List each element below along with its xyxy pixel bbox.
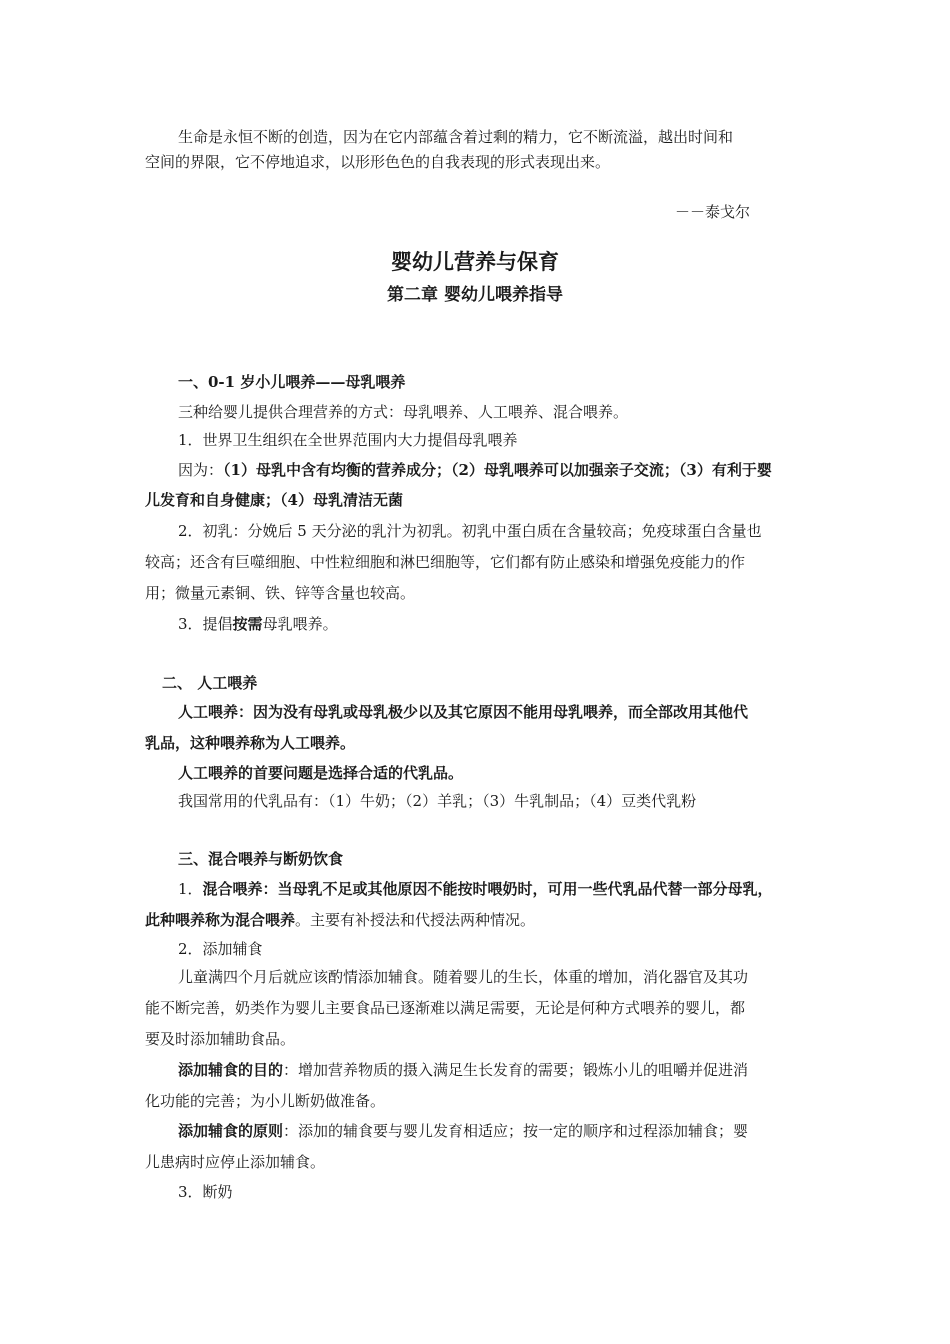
- purpose-line-1: [178, 1060, 810, 1080]
- principle-line-1: [178, 1121, 810, 1141]
- mixed-line-2: [145, 910, 810, 930]
- section-3-item-3: 3．断奶: [178, 1183, 233, 1201]
- section-3-heading: 三、混合喂养与断奶饮食: [178, 850, 344, 868]
- complementary-line-3: 要及时添加辅助食品。: [145, 1030, 296, 1048]
- epigraph-line-2: 空间的界限，它不停地追求，以形形色色的自我表现的形式表现出来。: [145, 153, 611, 171]
- section-1-heading: 一、0-1 岁小儿喂养——母乳喂养: [178, 373, 406, 391]
- mixed-line-1: [178, 879, 810, 899]
- section-2-heading: 二、 人工喂养: [162, 674, 258, 692]
- item-3-suffix: 母乳喂养。: [262, 615, 338, 633]
- because-line-1: [178, 460, 810, 480]
- section-1-item-3: [178, 614, 810, 634]
- mixed-definition: 混合喂养：当母乳不足或其他原因不能按时喂奶时，可用一些代乳品代替一部分母乳，: [202, 880, 773, 898]
- substitutes-list: 我国常用的代乳品有：（1）牛奶；（2）羊乳；（3）牛乳制品；（4）豆类代乳粉: [178, 792, 697, 810]
- artificial-def-line-1: 人工喂养：因为没有母乳或母乳极少以及其它原因不能用母乳喂养，而全部改用其他代: [178, 703, 749, 721]
- section-3-item-2: 2．添加辅食: [178, 940, 263, 958]
- purpose-text: ：增加营养物质的摄入满足生长发育的需要；锻炼小儿的咀嚼并促进消: [283, 1061, 749, 1079]
- because-prefix: 因为：: [178, 461, 224, 479]
- mixed-number: 1．: [178, 880, 203, 898]
- item-3-emphasis: 按需: [232, 615, 263, 633]
- artificial-key-point: 人工喂养的首要问题是选择合适的代乳品。: [178, 764, 464, 782]
- because-line-2: 儿发育和自身健康；（4）母乳清洁无菌: [145, 491, 403, 509]
- colostrum-line-1: 2．初乳：分娩后 5 天分泌的乳汁为初乳。初乳中蛋白质在含量较高；免疫球蛋白含量也: [178, 522, 762, 540]
- complementary-line-1: 儿童满四个月后就应该酌情添加辅食。随着婴儿的生长，体重的增加，消化器官及其功: [178, 968, 749, 986]
- because-reasons-1: （1）母乳中含有均衡的营养成分；（2）母乳喂养可以加强亲子交流；（3）有利于婴: [223, 461, 772, 479]
- mixed-definition-end: 此种喂养称为混合喂养: [145, 911, 296, 929]
- complementary-line-2: 能不断完善，奶类作为婴儿主要食品已逐渐难以满足需要，无论是何种方式喂养的婴儿，都: [145, 999, 746, 1017]
- principle-label: 添加辅食的原则: [178, 1122, 284, 1140]
- purpose-line-2: 化功能的完善；为小儿断奶做准备。: [145, 1092, 386, 1110]
- epigraph-line-1: 生命是永恒不断的创造，因为在它内部蕴含着过剩的精力，它不断流溢，越出时间和: [178, 128, 734, 146]
- principle-text: ：添加的辅食要与婴儿发育相适应；按一定的顺序和过程添加辅食；婴: [283, 1122, 749, 1140]
- section-1-item-1: 1．世界卫生组织在全世界范围内大力提倡母乳喂养: [178, 431, 518, 449]
- mixed-methods: 。主要有补授法和代授法两种情况。: [295, 911, 536, 929]
- artificial-def-line-2: 乳品，这种喂养称为人工喂养。: [145, 734, 356, 752]
- colostrum-line-2: 较高；还含有巨噬细胞、中性粒细胞和淋巴细胞等，它们都有防止感染和增强免疫能力的作: [145, 553, 746, 571]
- chapter-title: 第二章 婴幼儿喂养指导: [387, 285, 563, 305]
- purpose-label: 添加辅食的目的: [178, 1061, 284, 1079]
- item-3-prefix: 3．提倡: [178, 615, 233, 633]
- section-1-intro: 三种给婴儿提供合理营养的方式：母乳喂养、人工喂养、混合喂养。: [178, 403, 629, 421]
- colostrum-line-3: 用；微量元素铜、铁、锌等含量也较高。: [145, 584, 416, 602]
- principle-line-2: 儿患病时应停止添加辅食。: [145, 1153, 326, 1171]
- epigraph-author: －－泰戈尔: [675, 203, 751, 221]
- document-title: 婴幼儿营养与保育: [391, 249, 559, 274]
